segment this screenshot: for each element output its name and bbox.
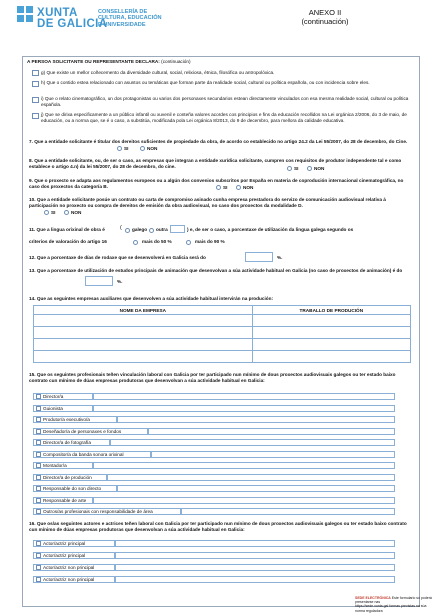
question-8-text: 8. Que a entidade solicitante, ou, de ser o caso, as empresas que integran a entidade xurídica solicitante, cumpren cos requisitos de produtor independente tal e como establece o artigo 4.n) da lei 55/2007, do 28 de decembro, do cine. (29, 158, 402, 169)
q8-no-radio[interactable] (307, 166, 312, 171)
q11-50-radio[interactable] (133, 240, 138, 245)
text-field[interactable] (93, 497, 395, 504)
checkbox[interactable] (36, 394, 41, 399)
checkbox-j[interactable] (32, 113, 39, 119)
q7-yes-radio[interactable] (117, 146, 122, 151)
text-field[interactable] (93, 462, 395, 469)
q9-yes-radio[interactable] (216, 185, 221, 190)
professional-row: Deseñador/a de personaxes e fondos (33, 428, 411, 435)
professional-row: Responsable do son directo (33, 485, 411, 492)
checkbox-g[interactable] (32, 70, 39, 76)
table-row (34, 315, 411, 327)
text-field[interactable] (115, 564, 395, 571)
checkbox[interactable] (36, 541, 41, 546)
professional-row: Montador/a (33, 462, 411, 469)
checkbox[interactable] (36, 577, 41, 582)
text-field[interactable] (151, 451, 395, 458)
logo-square-icon (26, 15, 33, 22)
checkbox[interactable] (36, 498, 41, 503)
item-j-text: j) Que se dirixa especificamente a un público infantil ou xuvenil e conteña valores acordes cos principios e fins da educación recollidos na Lei orgánica 2/2006, do 3 de maio, de educación, ou a norma que, se é o caso, a substitúa, modificada pola Lei orgánica 8/2013, do 9 de decembro, para mellora da calidade educativa. (41, 112, 407, 123)
checkbox-i[interactable] (32, 97, 39, 103)
auxiliary-companies-table (33, 305, 411, 363)
col-header-work: TRABALLO DE PRODUCIÓN (252, 306, 410, 315)
checkbox[interactable] (36, 440, 41, 445)
actor-row: Actor/actriz non principal (33, 564, 411, 571)
professional-row: Guionista (33, 405, 411, 412)
section-title: A PERSOA SOLICITANTE OU REPRESENTANTE DECLARA: (continuación) (27, 59, 191, 64)
actor-row: Actor/actriz principal (33, 540, 411, 547)
text-field[interactable] (115, 576, 395, 583)
text-field[interactable] (181, 508, 395, 515)
text-field[interactable] (93, 393, 395, 400)
shooting-days-percent-input[interactable] (245, 252, 273, 262)
xunta-logo (17, 6, 177, 48)
q11-90-radio[interactable] (186, 240, 191, 245)
q7-no-radio[interactable] (140, 146, 145, 151)
logo-square-icon (17, 15, 24, 22)
text-field[interactable] (107, 474, 395, 481)
professional-row: Director/a de produción (33, 474, 411, 481)
question-9-text: 9. Que o proxecto se adapta aos regulamentos europeos ou a algún dos convenios subscritos por España en materia de coprodución internacional cinematográfica, no caso dos proxectos da categoría B. (29, 178, 404, 189)
item-h-text: h) Que o contido estea relacionado con asuntos ou temáticas que forman parte da realidade social, cultural ou política española, ou con incidencia sobre eles. (41, 80, 370, 85)
question-13-text: 13. Que a porcentaxe de utilización de estudos principais de animación que desenvolvan a súa actividade habitual en Galicia (no caso de proxectos de animación) é do (29, 268, 403, 273)
item-i-text: i) Que o relato cinematográfico, un dos protagonistas ou varios dos personaxes secundarios estean directamente vinculados con esa mesma realidade social, cultural ou política española. (41, 96, 409, 107)
footer-notice: SEDE ELECTRÓNICA Este formulario só poderá presentarse nas https://sede.xunta.gal formas previstas na súa norma reguladora (355, 596, 432, 613)
table-row (34, 327, 411, 339)
checkbox[interactable] (36, 417, 41, 422)
checkbox[interactable] (36, 452, 41, 457)
table-row (34, 339, 411, 351)
question-10-text: 10. Que a entidade solicitante posúe un contrato ou carta de compromiso asinado cunha empresa prestadora do servizo de comunicación audiovisual relativa á participación no proxecto ou compra de dereitos de emisión da obra audiovisual, no caso dos proxectos da modalidade D. (29, 197, 386, 208)
item-g-text: g) Que existe un mellor coñecemento da diversidade cultural, social, relixiosa, étnica, filosófica ou antropolóxica. (41, 70, 275, 75)
professional-row: Director/a (33, 393, 411, 400)
animation-studio-percent-input[interactable] (85, 276, 113, 286)
sede-link[interactable]: https://sede.xunta.gal (355, 604, 389, 609)
logo-square-icon (17, 6, 24, 13)
q11-outra-radio[interactable] (149, 228, 154, 233)
text-field[interactable] (110, 439, 395, 446)
text-field[interactable] (115, 540, 395, 547)
checkbox[interactable] (36, 429, 41, 434)
professional-row: Produtor/a executivo/a (33, 416, 411, 423)
question-15-text: 15. Que os seguintes profesionais teñen vinculación laboral con Galicia por ter participado nun mínimo de dous proxectos audiovisuais galegos ou ter estado baixo contrato cun mínimo de dúas empresas produtoras que desenvolvan a súa actividade habitual en Galicia: (29, 372, 396, 383)
question-16-text: 16. Que os/as seguintes actores e actrices teñen laboral con Galicia por ter participado nun mínimo de dous proxectos audiovisuais galegos ou ter estado baixo contrato cun mínimo de dúas empresas produtoras que desenvolvan a súa actividade habitual en Galicia: (29, 521, 407, 532)
question-7-text: 7. Que a entidade solicitante é titular dos dereitos suficientes de propiedade da obra, de acordo co establecido no artigo 24.2 da Lei 55/2007, do 28 de decembro, do Cine. (29, 139, 408, 144)
question-14-text: 14. Que as seguintes empresas auxiliares que desenvolven a súa actividade habitual intervirán na produción: (29, 296, 274, 301)
question-12-text: 12. Que a porcentaxe de días de rodaxe que se desenvolverá en Galicia será do (29, 255, 206, 260)
professional-row: Director/a de fotografía (33, 439, 411, 446)
q11-outra-field[interactable] (170, 225, 185, 233)
text-field[interactable] (115, 552, 395, 559)
text-field[interactable] (148, 428, 395, 435)
department-name: CONSELLERÍA DE CULTURA, EDUCACIÓN E UNIVERSIDADE (98, 9, 162, 28)
professional-row: Outros/as profesionais con responsabilidade de área (33, 508, 411, 515)
table-row (34, 351, 411, 363)
q10-no-radio[interactable] (64, 210, 69, 215)
checkbox-h[interactable] (32, 81, 39, 87)
col-header-company: NOME DA EMPRESA (34, 306, 253, 315)
annex-title: ANEXO II (continuación) (301, 8, 349, 26)
text-field[interactable] (117, 485, 395, 492)
logo-square-icon (26, 6, 33, 13)
logo-name: XUNTA DE GALICIA (37, 7, 108, 30)
q9-no-radio[interactable] (236, 185, 241, 190)
checkbox[interactable] (36, 486, 41, 491)
text-field[interactable] (93, 405, 395, 412)
professional-row: Compositor/a da banda sonora orixinal (33, 451, 411, 458)
q10-yes-radio[interactable] (44, 210, 49, 215)
checkbox[interactable] (36, 463, 41, 468)
checkbox[interactable] (36, 475, 41, 480)
q8-yes-radio[interactable] (287, 166, 292, 171)
text-field[interactable] (117, 416, 395, 423)
sede-electronica-label: SEDE ELECTRÓNICA (355, 596, 391, 600)
actor-row: Actor/actriz non principal (33, 576, 411, 583)
professional-row: Responsable de arte (33, 497, 411, 504)
checkbox[interactable] (36, 565, 41, 570)
actor-row: Actor/actriz principal (33, 552, 411, 559)
checkbox[interactable] (36, 509, 41, 514)
checkbox[interactable] (36, 553, 41, 558)
question-11-text: 11. Que a lingua orixinal de obra é (29, 227, 105, 232)
checkbox[interactable] (36, 406, 41, 411)
q11-galego-radio[interactable] (125, 228, 130, 233)
